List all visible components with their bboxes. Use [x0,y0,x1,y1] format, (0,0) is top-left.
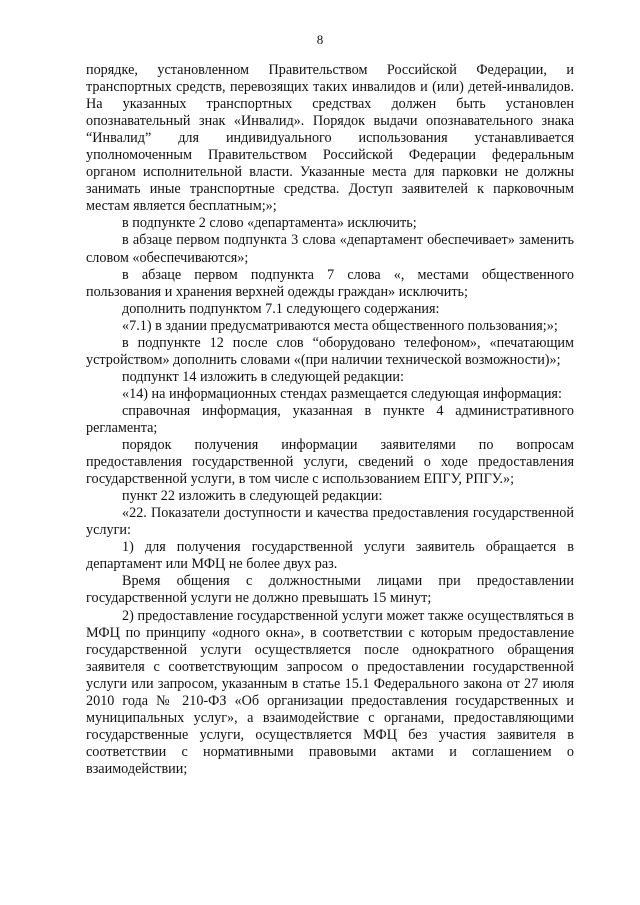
paragraph: порядке, установленном Правительством Российской Федерации, и транспортных средств, перевозящих таких инвалидов и (или) детей-инвалидов. На указанных транспортных средствах должен быть установлен опознавательный знак «Инвалид». Порядок выдачи опознавательного знака “Инвалид” для индивидуального использования устанавливается уполномоченным Правительством Российской Федерации федеральным органом исполнительной власти. Указанные места для парковки не должны занимать иные транспортные средства. Доступ заявителей к парковочным местам является бесплатным;»; [86,62,574,215]
paragraph: «22. Показатели доступности и качества предоставления государственной услуги: [86,505,574,539]
paragraph: пункт 22 изложить в следующей редакции: [122,488,383,505]
paragraph: в абзаце первом подпункта 3 слова «департамент обеспечивает» заменить словом «обеспечиваются»; [86,232,574,266]
paragraph: в подпункте 2 слово «департамента» исключить; [122,215,417,232]
paragraph: дополнить подпунктом 7.1 следующего содержания: [122,300,440,317]
document-body [86,62,574,778]
paragraph: «14) на информационных стендах размещается следующая информация: [122,385,562,402]
paragraph: 2) предоставление государственной услуги может также осуществляться в МФЦ по принципу «одного окна», в соответствии с которым предоставление государственной услуги осуществляется после однократного обращения заявителя с соответствующим запросом о предоставлении государственной услуги или запросом, указанным в статье 15.1 Федерального закона от 27 июля 2010 года № 210-ФЗ «Об организации предоставления государственных и муниципальных услуг», а взаимодействие с органами, предоставляющими государственные услуги, осуществляется МФЦ без участия заявителя в соответствии с нормативными правовыми актами и соглашением о взаимодействии; [86,607,574,777]
paragraph: справочная информация, указанная в пункте 4 административного регламента; [86,402,574,436]
paragraph: в абзаце первом подпункта 7 слова «, местами общественного пользования и хранения верхней одежды граждан» исключить; [86,266,574,300]
page-number: 8 [316,32,324,47]
paragraph: «7.1) в здании предусматриваются места общественного пользования;»; [122,317,558,334]
paragraph: в подпункте 12 после слов “оборудовано телефоном», «печатающим устройством» дополнить словами «(при наличии технической возможности)»; [86,334,574,368]
paragraph: порядок получения информации заявителями по вопросам предоставления государственной услуги, сведений о ходе предоставления государственной услуги, в том числе с использованием ЕПГУ, РПГУ.»; [86,437,574,488]
paragraph: Время общения с должностными лицами при предоставлении государственной услуги не должно превышать 15 минут; [86,573,574,607]
paragraph: 1) для получения государственной услуги заявитель обращается в департамент или МФЦ не более двух раз. [86,539,574,573]
paragraph: подпункт 14 изложить в следующей редакции: [122,368,404,385]
